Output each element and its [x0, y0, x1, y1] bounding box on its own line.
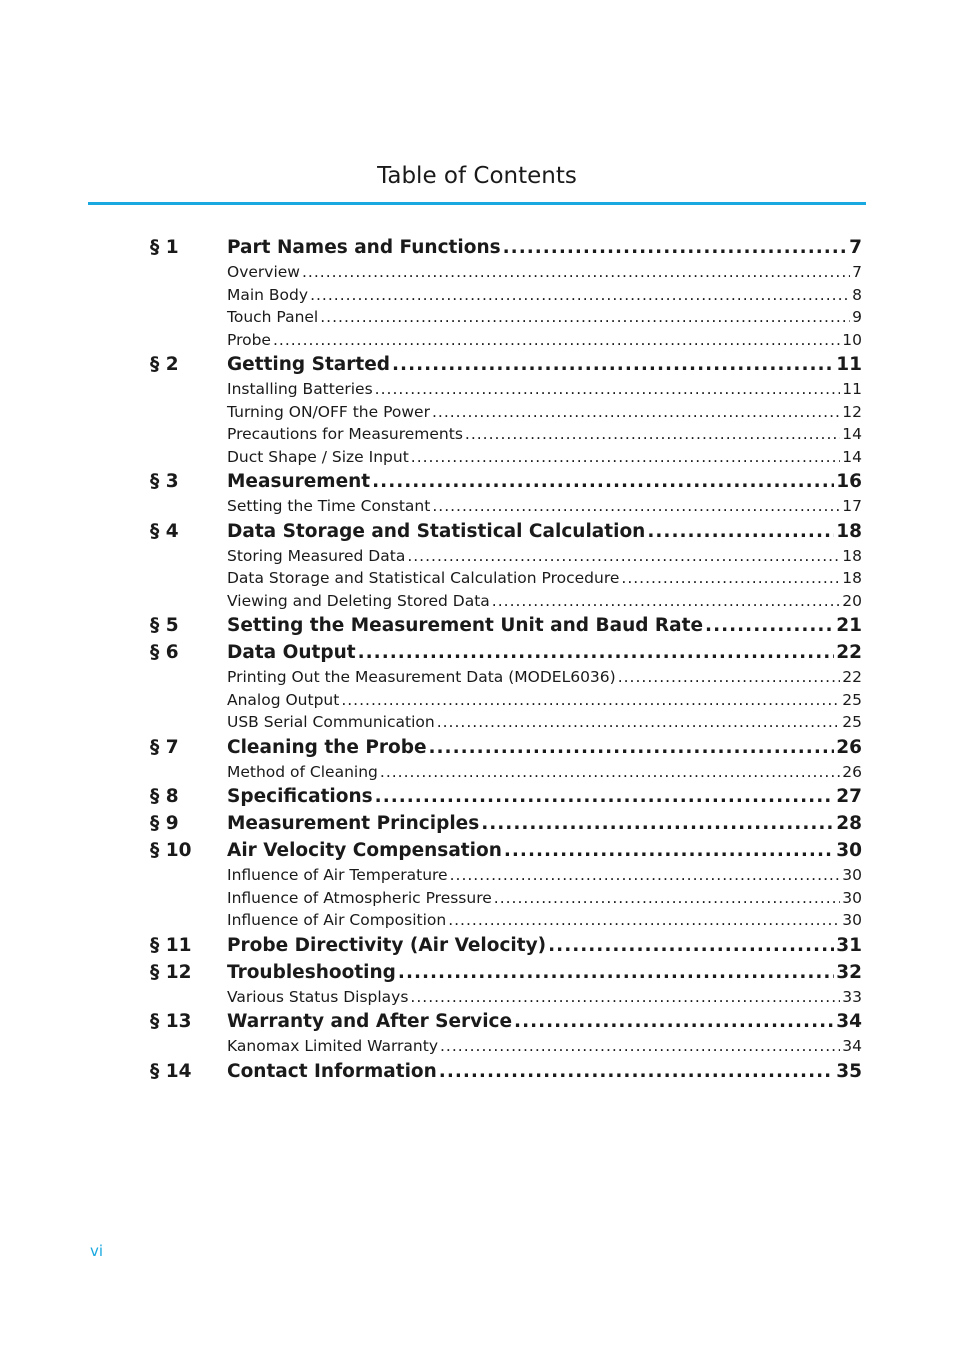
- toc-subsection-row[interactable]: [150, 666, 862, 689]
- subsection-title: Influence of Air Temperature: [227, 866, 448, 884]
- dot-leader: [410, 986, 840, 1009]
- toc-entry: [227, 612, 862, 639]
- section-page-number: 7: [849, 237, 862, 258]
- section-title: Measurement Principles: [227, 813, 480, 834]
- toc-entry: [227, 306, 862, 329]
- toc-section-row[interactable]: [150, 734, 862, 761]
- toc-subsection-row[interactable]: [150, 590, 862, 613]
- dot-leader: [492, 590, 840, 613]
- toc-subsection-row[interactable]: [150, 423, 862, 446]
- subsection-title: Installing Batteries: [227, 380, 373, 398]
- toc-entry: [227, 495, 862, 518]
- subsection-page-number: 12: [842, 402, 862, 421]
- toc-entry: [227, 761, 862, 784]
- toc-entry: [227, 734, 862, 761]
- toc-subsection-row[interactable]: [150, 378, 862, 401]
- toc-entry: [227, 446, 862, 469]
- toc-section-row[interactable]: [150, 234, 862, 261]
- toc-section-row[interactable]: [150, 518, 862, 545]
- section-number: § 7: [150, 736, 179, 758]
- subsection-page-number: 25: [842, 690, 862, 709]
- subsection-page-number: 14: [842, 447, 862, 466]
- dot-leader: [647, 518, 834, 545]
- dot-leader: [440, 1035, 840, 1058]
- subsection-title: Printing Out the Measurement Data (MODEL6036): [227, 668, 616, 686]
- section-page-number: 18: [836, 520, 862, 542]
- toc-subsection-row[interactable]: [150, 446, 862, 469]
- subsection-page-number: 30: [842, 866, 862, 884]
- section-title: Contact Information: [227, 1060, 437, 1082]
- section-number: § 1: [150, 237, 179, 258]
- subsection-title: Influence of Atmospheric Pressure: [227, 888, 492, 907]
- toc-entry: [227, 1058, 862, 1085]
- dot-leader: [398, 959, 834, 986]
- section-page-number: 28: [836, 813, 862, 834]
- toc-subsection-row[interactable]: [150, 567, 862, 590]
- subsection-page-number: 14: [842, 425, 862, 443]
- section-number: § 9: [150, 813, 179, 834]
- dot-leader: [465, 423, 840, 446]
- section-title: Setting the Measurement Unit and Baud Rate: [227, 615, 704, 636]
- subsection-page-number: 34: [842, 1037, 862, 1055]
- subsection-title: Precautions for Measurements: [227, 425, 463, 443]
- subsection-title: Overview: [227, 263, 300, 281]
- dot-leader: [548, 932, 834, 959]
- toc-section-row[interactable]: [150, 639, 862, 666]
- dot-leader: [341, 689, 840, 712]
- toc-subsection-row[interactable]: [150, 545, 862, 568]
- subsection-title: Kanomax Limited Warranty: [227, 1037, 438, 1055]
- subsection-title: Probe: [227, 330, 271, 349]
- toc-entry: [227, 468, 862, 495]
- dot-leader: [375, 378, 841, 401]
- dot-leader: [481, 810, 834, 837]
- dot-leader: [372, 468, 834, 495]
- toc-entry: [227, 864, 862, 887]
- dot-leader: [448, 909, 840, 932]
- toc-entry: [227, 401, 862, 424]
- toc-subsection-row[interactable]: [150, 261, 862, 284]
- section-title: Measurement: [227, 471, 371, 492]
- section-page-number: 30: [836, 840, 862, 861]
- dot-leader: [503, 234, 847, 261]
- subsection-title: Duct Shape / Size Input: [227, 447, 409, 466]
- section-page-number: 31: [836, 934, 862, 956]
- toc-entry: [227, 378, 862, 401]
- subsection-title: Various Status Displays: [227, 987, 409, 1006]
- subsection-title: Storing Measured Data: [227, 546, 406, 565]
- subsection-page-number: 9: [852, 308, 862, 326]
- subsection-title: Setting the Time Constant: [227, 497, 431, 515]
- toc-entry: [227, 959, 862, 986]
- toc-section-row[interactable]: [150, 932, 862, 959]
- subsection-page-number: 30: [842, 911, 862, 929]
- section-number: § 2: [150, 354, 179, 375]
- section-title: Part Names and Functions: [227, 237, 501, 258]
- section-number: § 4: [150, 520, 179, 542]
- section-number: § 5: [150, 615, 179, 636]
- toc-entry: [227, 1008, 862, 1035]
- section-title: Probe Directivity (Air Velocity): [227, 934, 547, 956]
- subsection-page-number: 7: [852, 263, 862, 281]
- toc-entry: [227, 261, 862, 284]
- dot-leader: [320, 306, 850, 329]
- dot-leader: [358, 639, 835, 666]
- toc-entry: [227, 837, 862, 864]
- toc-entry: [227, 783, 862, 810]
- toc-subsection-row[interactable]: [150, 864, 862, 887]
- toc-subsection-row[interactable]: [150, 495, 862, 518]
- dot-leader: [432, 401, 840, 424]
- subsection-page-number: 18: [842, 546, 862, 565]
- section-number: § 3: [150, 471, 179, 492]
- table-of-contents: [150, 234, 862, 1085]
- toc-subsection-row[interactable]: [150, 284, 862, 307]
- toc-subsection-row[interactable]: [150, 401, 862, 424]
- toc-entry: [227, 590, 862, 613]
- toc-entry: [227, 932, 862, 959]
- toc-subsection-row[interactable]: [150, 306, 862, 329]
- toc-section-row[interactable]: [150, 468, 862, 495]
- toc-subsection-row[interactable]: [150, 711, 862, 734]
- dot-leader: [705, 612, 834, 639]
- toc-entry: [227, 666, 862, 689]
- subsection-title: Influence of Air Composition: [227, 911, 447, 929]
- dot-leader: [514, 1008, 834, 1035]
- toc-subsection-row[interactable]: [150, 986, 862, 1009]
- toc-entry: [227, 423, 862, 446]
- section-title: Air Velocity Compensation: [227, 840, 502, 861]
- toc-section-row[interactable]: [150, 1058, 862, 1085]
- dot-leader: [392, 351, 834, 378]
- toc-entry: [227, 711, 862, 734]
- subsection-title: Viewing and Deleting Stored Data: [227, 591, 490, 610]
- subsection-page-number: 26: [842, 762, 862, 781]
- toc-entry: [227, 909, 862, 932]
- section-title: Data Output: [227, 642, 356, 663]
- toc-section-row[interactable]: [150, 783, 862, 810]
- dot-leader: [450, 864, 841, 887]
- toc-entry: [227, 284, 862, 307]
- toc-entry: [227, 986, 862, 1009]
- subsection-page-number: 20: [842, 591, 862, 610]
- toc-entry: [227, 887, 862, 910]
- subsection-page-number: 25: [842, 713, 862, 731]
- toc-subsection-row[interactable]: [150, 689, 862, 712]
- section-title: Specifications: [227, 786, 373, 807]
- toc-entry: [227, 689, 862, 712]
- dot-leader: [621, 567, 840, 590]
- toc-subsection-row[interactable]: [150, 887, 862, 910]
- section-number: § 8: [150, 786, 179, 807]
- section-number: § 11: [150, 934, 192, 956]
- subsection-page-number: 8: [852, 285, 862, 304]
- subsection-page-number: 18: [842, 569, 862, 587]
- dot-leader: [302, 261, 850, 284]
- toc-subsection-row[interactable]: [150, 1035, 862, 1058]
- subsection-title: Main Body: [227, 285, 309, 304]
- section-title: Cleaning the Probe: [227, 736, 427, 758]
- dot-leader: [273, 329, 840, 352]
- toc-subsection-row[interactable]: [150, 329, 862, 352]
- section-page-number: 27: [836, 786, 862, 807]
- dot-leader: [504, 837, 834, 864]
- section-page-number: 11: [836, 354, 862, 375]
- toc-entry: [227, 1035, 862, 1058]
- dot-leader: [439, 1058, 834, 1085]
- section-page-number: 22: [836, 642, 862, 663]
- section-page-number: 32: [836, 961, 862, 983]
- toc-section-row[interactable]: [150, 612, 862, 639]
- section-number: § 6: [150, 642, 179, 663]
- section-number: § 14: [150, 1060, 192, 1082]
- section-number: § 10: [150, 840, 192, 861]
- subsection-page-number: 30: [842, 888, 862, 907]
- subsection-title: Analog Output: [227, 690, 340, 709]
- dot-leader: [432, 495, 840, 518]
- subsection-page-number: 17: [842, 497, 862, 515]
- section-title: Data Storage and Statistical Calculation: [227, 520, 646, 542]
- toc-entry: [227, 810, 862, 837]
- toc-entry: [227, 234, 862, 261]
- dot-leader: [437, 711, 841, 734]
- dot-leader: [380, 761, 840, 784]
- dot-leader: [310, 284, 850, 307]
- toc-entry: [227, 351, 862, 378]
- subsection-title: Turning ON/OFF the Power: [227, 402, 430, 421]
- section-page-number: 35: [836, 1060, 862, 1082]
- toc-section-row[interactable]: [150, 1008, 862, 1035]
- section-page-number: 21: [836, 615, 862, 636]
- toc-entry: [227, 518, 862, 545]
- dot-leader: [407, 545, 840, 568]
- subsection-page-number: 11: [842, 380, 862, 398]
- dot-leader: [494, 887, 840, 910]
- subsection-title: Touch Panel: [227, 308, 319, 326]
- title-divider: [88, 202, 866, 205]
- page-title: Table of Contents: [377, 163, 577, 189]
- dot-leader: [375, 783, 835, 810]
- subsection-page-number: 10: [842, 330, 862, 349]
- dot-leader: [429, 734, 835, 761]
- toc-subsection-row[interactable]: [150, 761, 862, 784]
- section-title: Troubleshooting: [227, 961, 396, 983]
- subsection-title: USB Serial Communication: [227, 713, 435, 731]
- dot-leader: [411, 446, 840, 469]
- section-number: § 12: [150, 961, 192, 983]
- toc-section-row[interactable]: [150, 837, 862, 864]
- dot-leader: [618, 666, 841, 689]
- section-title: Getting Started: [227, 354, 391, 375]
- page-number: vi: [90, 1242, 104, 1260]
- section-page-number: 16: [836, 471, 862, 492]
- toc-section-row[interactable]: [150, 351, 862, 378]
- section-page-number: 34: [836, 1011, 862, 1032]
- toc-entry: [227, 545, 862, 568]
- toc-entry: [227, 639, 862, 666]
- subsection-page-number: 33: [842, 987, 862, 1006]
- toc-subsection-row[interactable]: [150, 909, 862, 932]
- subsection-page-number: 22: [842, 668, 862, 686]
- toc-entry: [227, 329, 862, 352]
- section-number: § 13: [150, 1011, 192, 1032]
- toc-section-row[interactable]: [150, 959, 862, 986]
- subsection-title: Data Storage and Statistical Calculation Procedure: [227, 569, 620, 587]
- section-page-number: 26: [836, 736, 862, 758]
- subsection-title: Method of Cleaning: [227, 762, 378, 781]
- toc-section-row[interactable]: [150, 810, 862, 837]
- section-title: Warranty and After Service: [227, 1011, 513, 1032]
- toc-entry: [227, 567, 862, 590]
